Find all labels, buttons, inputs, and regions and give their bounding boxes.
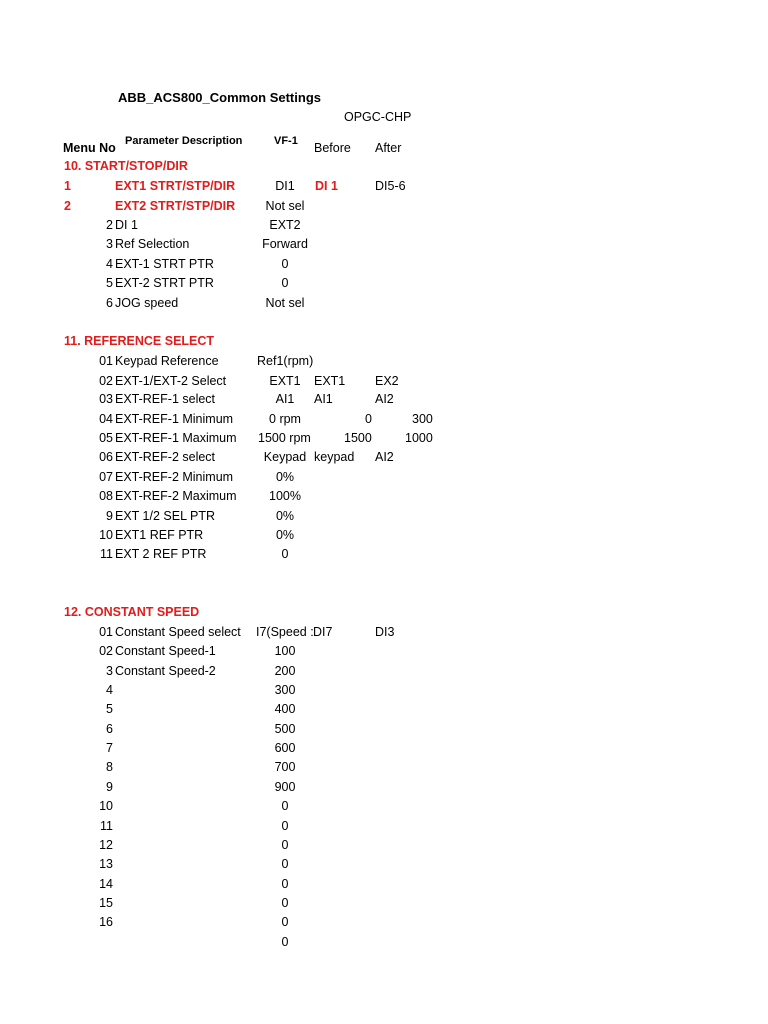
row-description: EXT-2 STRT PTR	[115, 276, 214, 290]
row-number: 07	[99, 470, 113, 484]
row-vf1-value: DI1	[275, 179, 295, 193]
row-number: 16	[99, 915, 113, 929]
row-before-value: DI7	[313, 625, 333, 639]
row-vf1-value: 0%	[275, 528, 295, 542]
row-vf1-value: 0	[281, 935, 289, 949]
row-number: 6	[106, 296, 113, 310]
row-after-value: AI2	[375, 450, 394, 464]
row-vf1-value: 400	[274, 702, 296, 716]
row-vf1-value: 0 rpm	[269, 412, 301, 426]
row-vf1-value: Not sel	[265, 199, 305, 213]
row-vf1-value: I7(Speed :	[256, 625, 314, 639]
row-vf1-value: 0	[281, 915, 289, 929]
row-number: 8	[106, 760, 113, 774]
row-number: 6	[106, 722, 113, 736]
row-vf1-value: 100%	[269, 489, 301, 503]
row-description: EXT-1/EXT-2 Select	[115, 374, 227, 388]
row-description: Constant Speed-2	[115, 664, 216, 678]
row-vf1-value: 0	[281, 276, 289, 290]
row-number: 06	[99, 450, 113, 464]
row-vf1-value: Forward	[262, 237, 308, 251]
row-number: 5	[106, 702, 113, 716]
row-description: Constant Speed-1	[115, 644, 216, 658]
row-vf1-value: 0	[281, 896, 289, 910]
row-description: EXT1 REF PTR	[115, 528, 204, 542]
row-vf1-value: 1500 rpm	[258, 431, 311, 445]
row-vf1-value: 0	[281, 819, 289, 833]
row-description: EXT-REF-2 select	[115, 450, 216, 464]
row-before-value: EXT1	[314, 374, 346, 388]
row-vf1-value: Ref1(rpm)	[257, 354, 314, 368]
row-number: 11	[100, 547, 113, 561]
row-vf1-value: 0	[281, 838, 289, 852]
row-description: EXT-REF-2 Maximum	[115, 489, 237, 503]
row-vf1-value: 700	[274, 760, 296, 774]
row-description: EXT-REF-1 Maximum	[115, 431, 237, 445]
row-description: EXT 1/2 SEL PTR	[115, 509, 216, 523]
row-before-value: DI 1	[315, 179, 338, 193]
row-number: 3	[106, 237, 113, 251]
row-number: 03	[99, 392, 113, 406]
row-number: 01	[99, 354, 113, 368]
row-before-value: 1500	[344, 431, 372, 445]
row-number: 02	[99, 374, 113, 388]
row-vf1-value: 600	[274, 741, 296, 755]
row-after-value: AI2	[375, 392, 394, 406]
row-vf1-value: 0	[281, 857, 289, 871]
row-number: 1	[64, 179, 71, 193]
row-number: 11	[100, 819, 113, 833]
row-vf1-value: 0%	[275, 509, 295, 523]
header-before: Before	[314, 141, 351, 155]
row-vf1-value: 0%	[275, 470, 295, 484]
header-param-desc: Parameter Description	[125, 135, 243, 147]
row-vf1-value: 200	[274, 664, 296, 678]
row-number: 13	[99, 857, 113, 871]
row-number: 10	[99, 528, 113, 542]
row-description: EXT-REF-1 Minimum	[115, 412, 234, 426]
row-vf1-value: 0	[281, 257, 289, 271]
row-number: 9	[106, 780, 113, 794]
row-number: 3	[106, 664, 113, 678]
section-title: 10. START/STOP/DIR	[64, 159, 188, 173]
row-after-value: DI5-6	[375, 179, 406, 193]
row-number: 15	[99, 896, 113, 910]
row-number: 9	[106, 509, 113, 523]
row-description: EXT 2 REF PTR	[115, 547, 207, 561]
row-description: DI 1	[115, 218, 138, 232]
row-description: EXT-REF-2 Minimum	[115, 470, 234, 484]
row-after-value: DI3	[375, 625, 395, 639]
row-vf1-value: Keypad	[263, 450, 307, 464]
row-vf1-value: 500	[274, 722, 296, 736]
row-before-value: 0	[365, 412, 372, 426]
row-description: JOG speed	[115, 296, 179, 310]
row-number: 05	[99, 431, 113, 445]
row-number: 4	[106, 257, 113, 271]
row-vf1-value: 0	[281, 877, 289, 891]
row-description: Keypad Reference	[115, 354, 219, 368]
row-number: 4	[106, 683, 113, 697]
row-before-value: keypad	[314, 450, 355, 464]
header-vf1: VF-1	[274, 135, 298, 147]
row-number: 7	[106, 741, 113, 755]
row-number: 02	[99, 644, 113, 658]
row-number: 01	[99, 625, 113, 639]
row-description: EXT-REF-1 select	[115, 392, 216, 406]
row-vf1-value: 0	[281, 547, 289, 561]
row-after-value: 300	[412, 412, 433, 426]
row-description: EXT2 STRT/STP/DIR	[115, 199, 236, 213]
row-description: Constant Speed select	[115, 625, 241, 639]
section-title: 11. REFERENCE SELECT	[64, 334, 215, 348]
row-number: 2	[106, 218, 113, 232]
row-description: Ref Selection	[115, 237, 190, 251]
row-vf1-value: EXT2	[269, 218, 301, 232]
row-after-value: EX2	[375, 374, 399, 388]
row-number: 2	[64, 199, 71, 213]
row-description: EXT1 STRT/STP/DIR	[115, 179, 236, 193]
row-before-value: AI1	[314, 392, 333, 406]
row-vf1-value: AI1	[275, 392, 295, 406]
header-menu-no: Menu No	[63, 141, 116, 155]
row-number: 12	[99, 838, 113, 852]
row-vf1-value: 0	[281, 799, 289, 813]
row-after-value: 1000	[405, 431, 433, 445]
row-vf1-value: 100	[274, 644, 296, 658]
row-vf1-value: 900	[274, 780, 296, 794]
row-number: 14	[99, 877, 113, 891]
row-number: 04	[99, 412, 113, 426]
row-vf1-value: 300	[274, 683, 296, 697]
row-vf1-value: Not sel	[265, 296, 305, 310]
row-vf1-value: EXT1	[269, 374, 301, 388]
site-label: OPGC-CHP	[344, 110, 412, 124]
section-title: 12. CONSTANT SPEED	[64, 605, 200, 619]
row-number: 08	[99, 489, 113, 503]
page-title: ABB_ACS800_Common Settings	[118, 90, 321, 105]
header-after: After	[375, 141, 402, 155]
row-description: EXT-1 STRT PTR	[115, 257, 214, 271]
row-number: 5	[106, 276, 113, 290]
row-number: 10	[99, 799, 113, 813]
